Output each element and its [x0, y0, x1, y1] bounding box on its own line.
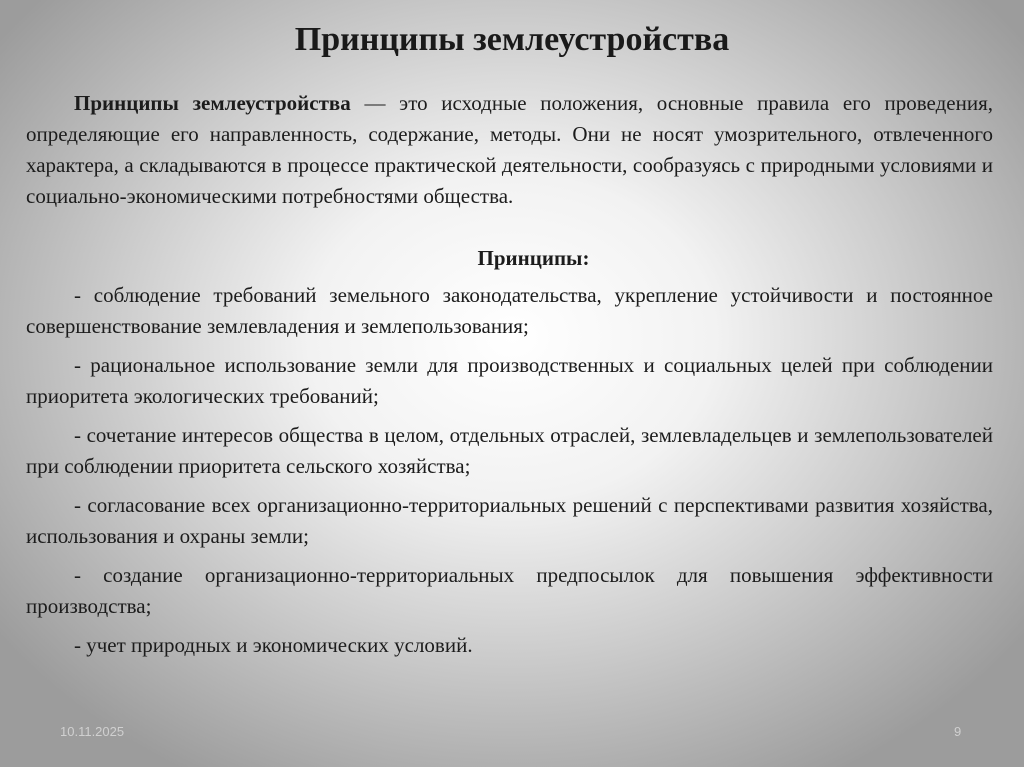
principles-heading: Принципы:	[477, 246, 590, 270]
slide-title: Принципы землеустройства	[294, 21, 730, 58]
principle-item-5: - создание организационно-территориальных предпосылок для повышения эффективности производства;	[26, 563, 993, 618]
slide-content	[26, 88, 993, 669]
principle-item-4: - согласование всех организационно-территориальных решений с перспективами развития хозяйства, использования и охраны земли;	[26, 493, 993, 548]
intro-paragraph	[26, 88, 993, 212]
principle-item-2: - рациональное использование земли для производственных и социальных целей при соблюдении приоритета экологических требований;	[26, 353, 993, 408]
intro-term: Принципы землеустройства	[74, 91, 351, 115]
intro-text: — это исходные положения, основные правила его проведения, определяющие его направленность, содержание, методы. Они не носят умозрительного, отвлеченного характера, а складываются в процессе практической деятельности, сообразуясь с природными условиями и социально-экономическими потребностями общества.	[26, 91, 993, 208]
footer-page-number: 9	[954, 724, 962, 739]
footer-date: 10.11.2025	[60, 724, 125, 739]
principle-item-6: - учет природных и экономических условий.	[74, 633, 473, 657]
principle-item-3: - сочетание интересов общества в целом, отдельных отраслей, землевладельцев и землепользователей при соблюдении приоритета сельского хозяйства;	[26, 423, 993, 478]
principle-item-1: - соблюдение требований земельного законодательства, укрепление устойчивости и постоянное совершенствование землевладения и землепользования;	[26, 283, 993, 338]
